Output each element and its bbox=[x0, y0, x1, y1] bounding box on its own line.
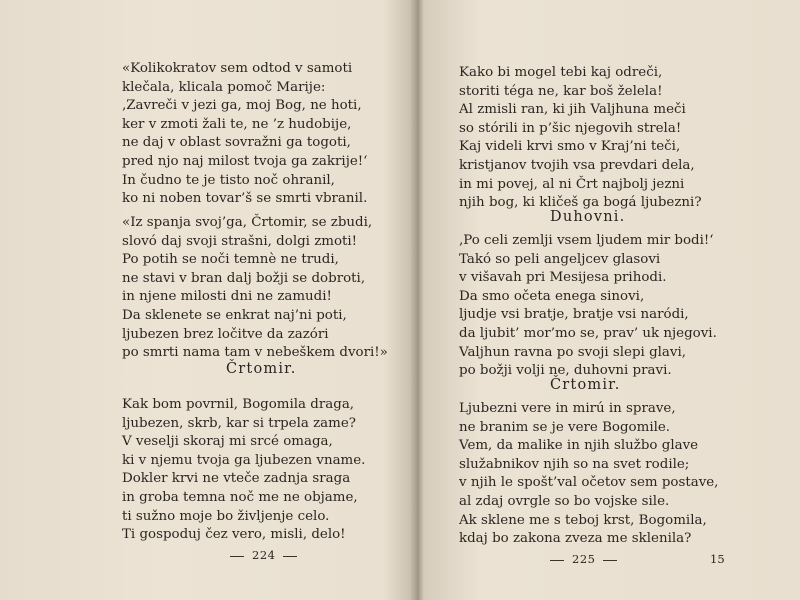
verse-line: «Iz spanja svoj’ga, Črtomir, se zbudi, bbox=[122, 215, 373, 230]
verse-line: in njene milosti dni ne zamudi! bbox=[122, 289, 332, 305]
verse-line: v njih le spošt’val očetov sem postave, bbox=[459, 475, 719, 491]
verse-line: ne branim se je vere Bogomile. bbox=[459, 419, 671, 435]
book-gutter bbox=[410, 0, 424, 600]
right-page-number-text: 225 bbox=[572, 552, 596, 566]
verse-line: in groba temna noč me ne objame, bbox=[122, 489, 358, 505]
verse-line: Valjhun ravna po svoji slepi glavi, bbox=[459, 344, 687, 360]
verse-line: V veselji skoraj mi srcé omaga, bbox=[122, 434, 333, 450]
verse-line: Dokler krvi ne vteče zadnja sraga bbox=[122, 471, 351, 487]
verse-line: kristjanov tvojih vsa prevdari dela, bbox=[459, 157, 695, 173]
verse-line: in mi povej, al ni Črt najbolj jezni bbox=[459, 176, 685, 192]
right-stanza-2 bbox=[459, 232, 717, 381]
verse-line: služabnikov njih so na svet rodile; bbox=[459, 456, 690, 472]
verse-line: Da sklenete se enkrat naj’ni poti, bbox=[122, 307, 347, 323]
verse-line: Da smo očeta enega sinovi, bbox=[459, 288, 645, 304]
verse-line: al zdaj ovrgle so bo vojske sile. bbox=[459, 493, 670, 509]
verse-line: ‚Zavreči v jezi ga, moj Bog, ne hoti, bbox=[122, 98, 362, 114]
page-number-dash bbox=[550, 560, 564, 561]
right-page bbox=[424, 0, 800, 600]
verse-line: ljubezen brez ločitve da zazóri bbox=[122, 326, 329, 342]
verse-line: ker v zmoti žali te, ne ’z hudobije, bbox=[122, 116, 352, 132]
right-speaker-heading-1: Duhovni. bbox=[550, 209, 626, 225]
verse-line: Kako bi mogel tebi kaj odreči, bbox=[459, 65, 663, 80]
right-speaker-heading-2: Črtomir. bbox=[550, 377, 621, 393]
verse-line: Ak sklene me s teboj krst, Bogomila, bbox=[459, 512, 707, 528]
verse-line: v višavah pri Mesijesa prihodi. bbox=[459, 270, 667, 286]
verse-line: «Kolikokratov sem odtod v samoti bbox=[122, 61, 353, 76]
right-stanza-1 bbox=[459, 64, 702, 213]
verse-line: In čudno te je tisto noč ohranil, bbox=[122, 172, 335, 188]
verse-line: po božji volji ne, duhovni pravi. bbox=[459, 363, 672, 379]
verse-line: Ljubezni vere in mirú in sprave, bbox=[459, 401, 676, 416]
verse-line: njih bog, ki kličeš ga bogá ljubezni? bbox=[459, 195, 702, 211]
page-number-dash bbox=[603, 560, 617, 561]
left-page-number bbox=[222, 546, 305, 565]
verse-line: ti sužno moje bo življenje celo. bbox=[122, 508, 330, 524]
verse-line: ko ni noben tovar’š se smrti vbranil. bbox=[122, 191, 368, 207]
verse-line: ne stavi v bran dalj božji se dobroti, bbox=[122, 270, 366, 286]
verse-line: da ljubit’ mor’mo se, prav’ uk njegovi. bbox=[459, 325, 717, 341]
verse-line: slovó daj svoji strašni, dolgi zmoti! bbox=[122, 233, 358, 249]
verse-line: Kaj videli krvi smo v Kraj’ni teči, bbox=[459, 139, 681, 155]
verse-line: ‚Po celi zemlji vsem ljudem mir bodi!‘ bbox=[459, 233, 714, 248]
right-stanza-3 bbox=[459, 400, 718, 549]
left-stanza-1 bbox=[122, 60, 367, 209]
left-page-number-text: 224 bbox=[252, 548, 276, 562]
page-number-dash bbox=[283, 556, 297, 557]
page-number-dash bbox=[230, 556, 244, 557]
verse-line: Kak bom povrnil, Bogomila draga, bbox=[122, 397, 355, 412]
left-speaker-heading: Črtomir. bbox=[226, 361, 297, 377]
verse-line: po smrti nama tam v nebeškem dvori!» bbox=[122, 345, 388, 361]
verse-line: Al zmisli ran, ki jih Valjhuna meči bbox=[459, 102, 686, 118]
verse-line: storiti téga ne, kar boš želela! bbox=[459, 83, 663, 99]
left-stanza-2 bbox=[122, 214, 388, 363]
verse-line: Ti gospoduj čez vero, misli, delo! bbox=[122, 527, 346, 543]
verse-line: Vem, da malike in njih službo glave bbox=[459, 438, 699, 454]
right-page-number bbox=[542, 550, 625, 569]
left-stanza-3 bbox=[122, 396, 365, 545]
verse-line: ki v njemu tvoja ga ljubezen vname. bbox=[122, 452, 366, 468]
verse-line: ne daj v oblast sovražni ga togoti, bbox=[122, 135, 351, 151]
verse-line: kdaj bo zakona zveza me sklenila? bbox=[459, 531, 692, 547]
signature-mark: 15 bbox=[710, 552, 725, 566]
verse-line: Po potih se noči temnè ne trudi, bbox=[122, 252, 339, 268]
verse-line: klečala, klicala pomoč Marije: bbox=[122, 79, 326, 95]
verse-line: pred njo naj milost tvoja ga zakrije!‘ bbox=[122, 153, 368, 169]
verse-line: ljudje vsi bratje, bratje vsi naródi, bbox=[459, 307, 689, 323]
verse-line: Takó so peli angeljcev glasovi bbox=[459, 251, 661, 267]
verse-line: ljubezen, skrb, kar si trpela zame? bbox=[122, 415, 356, 431]
verse-line: so stórili in p’šic njegovih strela! bbox=[459, 120, 682, 136]
